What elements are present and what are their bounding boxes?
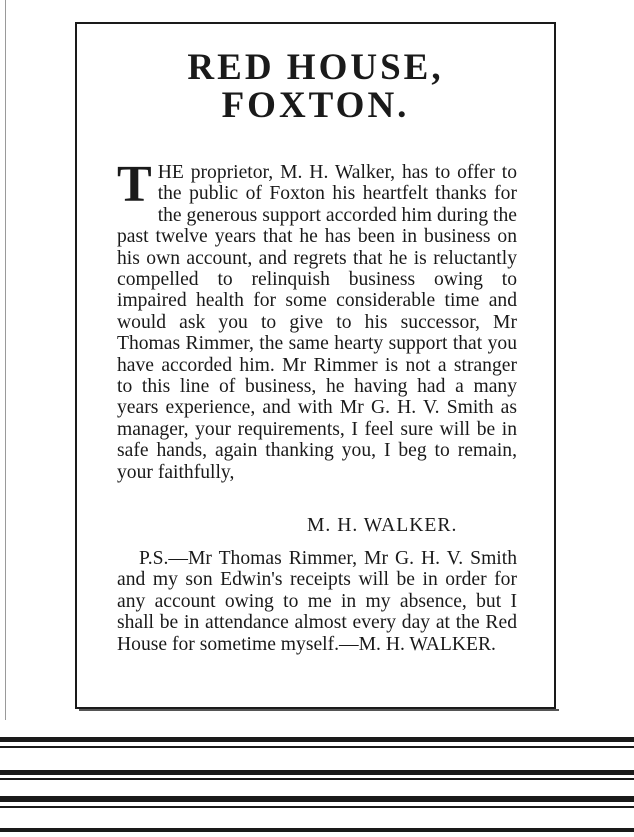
column-rule bbox=[0, 770, 634, 775]
advert-title-line1: RED HOUSE, bbox=[187, 47, 444, 88]
advert-body bbox=[117, 156, 517, 483]
advert-title-line2: FOXTON. bbox=[221, 85, 410, 126]
column-rule bbox=[0, 796, 634, 802]
advertisement-box bbox=[75, 22, 556, 709]
column-rule bbox=[0, 828, 634, 832]
column-rule bbox=[0, 806, 634, 808]
advert-body-text: HE proprietor, M. H. Walker, has to offer to the public of Foxton his heartfelt thanks for the generous support accorded him during the past twelve years that he has been in business on his own account, and regrets that he is reluctantly compelled to relinquish business owing to impaired health for some considerable time and would ask you to give to his successor, Mr Thomas Rimmer, the same hearty support that you have accorded him. Mr Rimmer is not a stranger to this line of business, he having had a many years experience, and with Mr G. H. V. Smith as manager, your requirements, I feel sure will be in safe hands, again thanking you, I beg to remain, your faithfully, bbox=[117, 162, 517, 483]
page-margin-rule bbox=[5, 0, 6, 720]
signature: M. H. WALKER. bbox=[307, 515, 458, 536]
column-rule bbox=[0, 737, 634, 742]
drop-cap: T bbox=[117, 156, 152, 213]
postscript: P.S.—Mr Thomas Rimmer, Mr G. H. V. Smith and my son Edwin's receipts will be in order for any account owing to me in my absence, but I shall be in attendance almost every day at the Red House for sometime myself.—M. H. WALKER. bbox=[117, 548, 517, 655]
column-rule bbox=[0, 778, 634, 780]
box-shadow-rule bbox=[79, 709, 559, 711]
column-rule bbox=[0, 746, 634, 748]
